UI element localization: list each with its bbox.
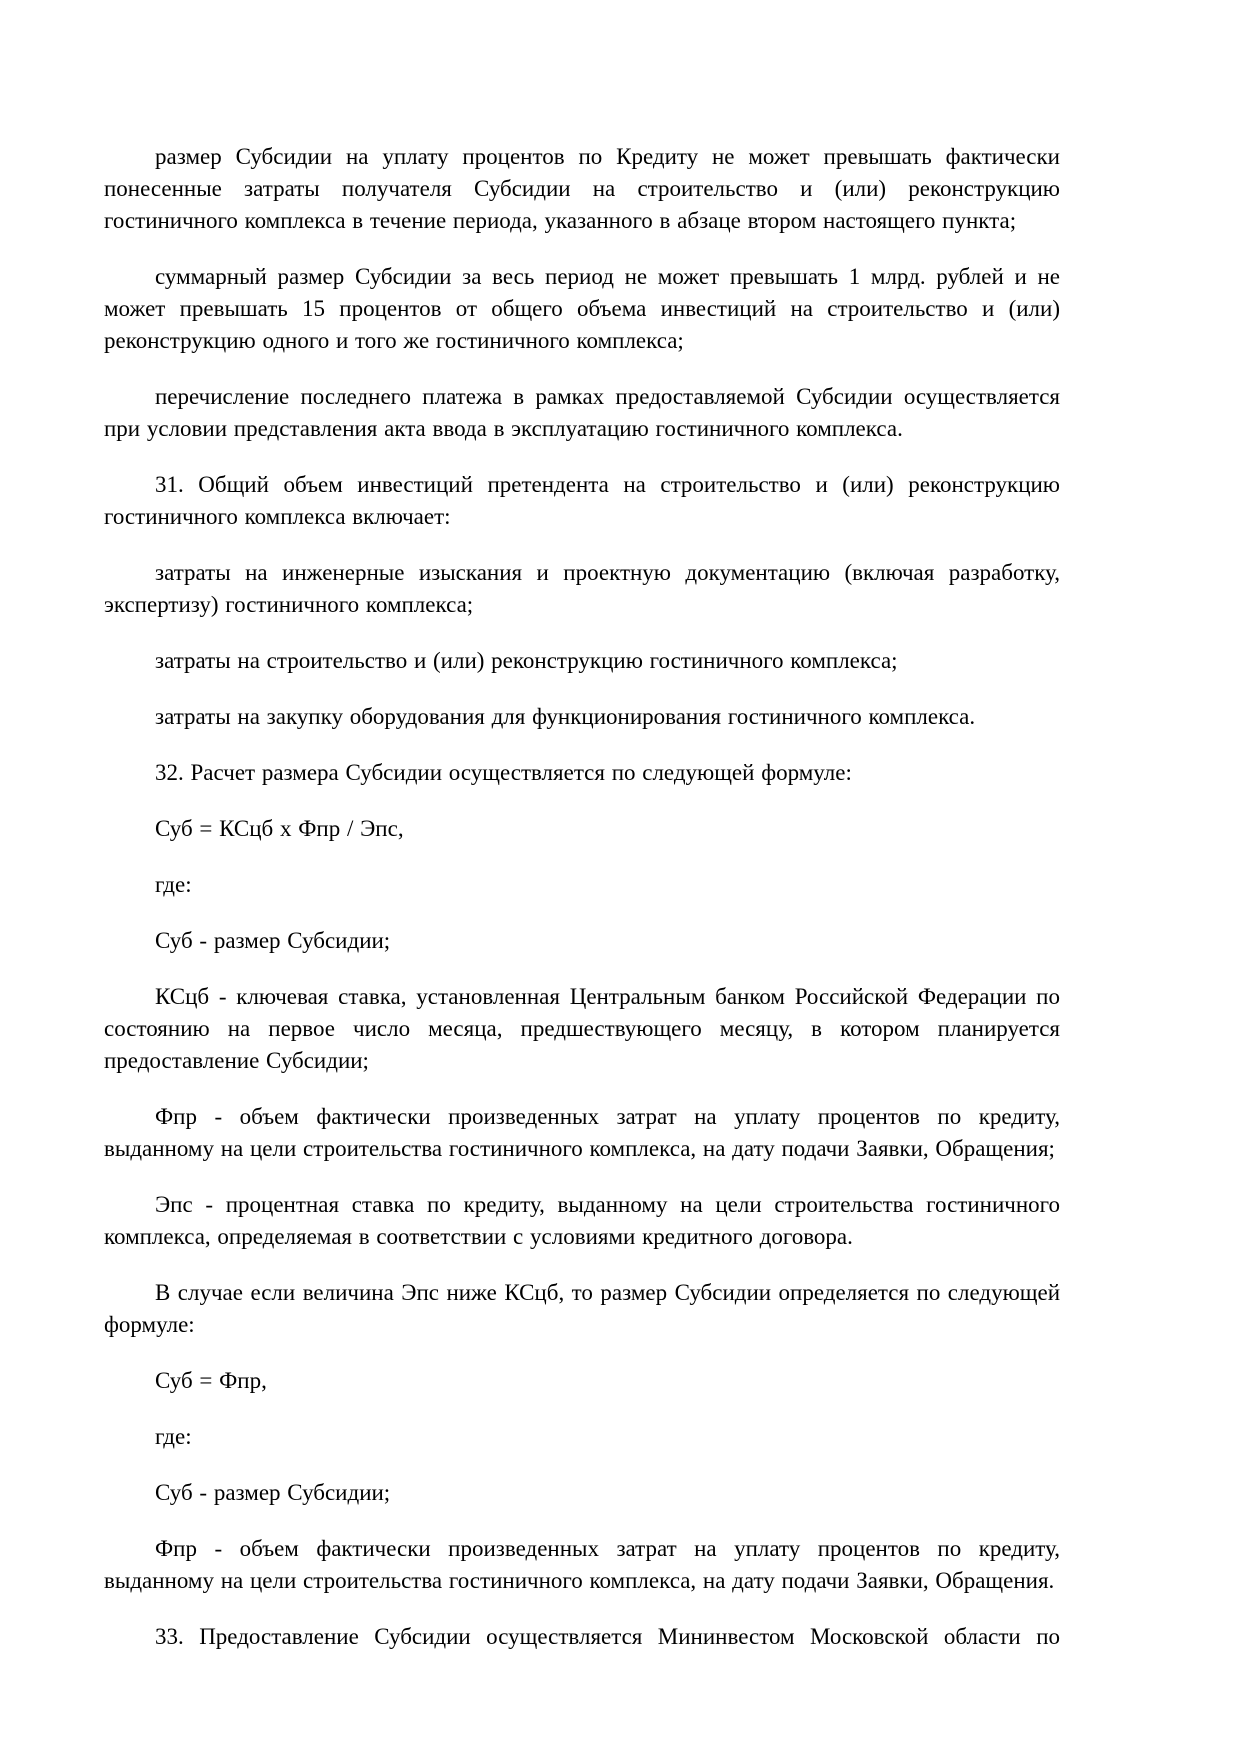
paragraph-costs-survey-design: затраты на инженерные изыскания и проектную документацию (включая разработку, экспертизу) гостиничного комплекса; [104,560,1060,617]
definition-sub-second: Суб - размер Субсидии; [155,1480,391,1505]
definition-fpr-first: Фпр - объем фактически произведенных затрат на уплату процентов по кредиту, выданному на цели строительства гостиничного комплекса, на дату подачи Заявки, Обращения; [104,1104,1060,1161]
paragraph-subsidy-total-limit: суммарный размер Субсидии за весь период не может превышать 1 млрд. рублей и не может превышать 15 процентов от общего объема инвестиций на строительство и (или) реконструкцию одного и того же гостиничного комплекса; [104,264,1060,353]
formula-sub-fpr: Суб = Фпр, [155,1368,267,1393]
paragraph-final-payment-condition: перечисление последнего платежа в рамках предоставляемой Субсидии осуществляется при условии представления акта ввода в эксплуатацию гостиничного комплекса. [104,384,1060,441]
definition-fpr-second: Фпр - объем фактически произведенных затрат на уплату процентов по кредиту, выданному на цели строительства гостиничного комплекса, на дату подачи Заявки, Обращения. [104,1536,1060,1593]
definition-eps: Эпс - процентная ставка по кредиту, выданному на цели строительства гостиничного комплекса, определяемая в соответствии с условиями кредитного договора. [104,1192,1060,1249]
paragraph-item-31: 31. Общий объем инвестиций претендента на строительство и (или) реконструкцию гостиничного комплекса включает: [104,472,1060,529]
paragraph-eps-below-kscb: В случае если величина Эпс ниже КСцб, то размер Субсидии определяется по следующей формуле: [104,1280,1060,1337]
where-label-second: где: [155,1424,192,1449]
definition-kscb: КСцб - ключевая ставка, установленная Центральным банком Российской Федерации по состоянию на первое число месяца, предшествующего месяцу, в котором планируется предоставление Субсидии; [104,984,1060,1073]
paragraph-subsidy-interest-limit: размер Субсидии на уплату процентов по Кредиту не может превышать фактически понесенные затраты получателя Субсидии на строительство и (или) реконструкцию гостиничного комплекса в течение периода, указанного в абзаце втором настоящего пункта; [104,144,1060,233]
paragraph-item-32: 32. Расчет размера Субсидии осуществляется по следующей формуле: [155,760,852,785]
paragraph-costs-construction: затраты на строительство и (или) реконструкцию гостиничного комплекса; [155,648,898,673]
where-label-first: где: [155,872,192,897]
definition-sub-first: Суб - размер Субсидии; [155,928,391,953]
paragraph-costs-equipment: затраты на закупку оборудования для функционирования гостиничного комплекса. [155,704,976,729]
paragraph-item-33: 33. Предоставление Субсидии осуществляется Мининвестом Московской области по [155,1624,1060,1649]
formula-sub-kscb-fpr-eps: Суб = КСцб х Фпр / Эпс, [155,816,404,841]
